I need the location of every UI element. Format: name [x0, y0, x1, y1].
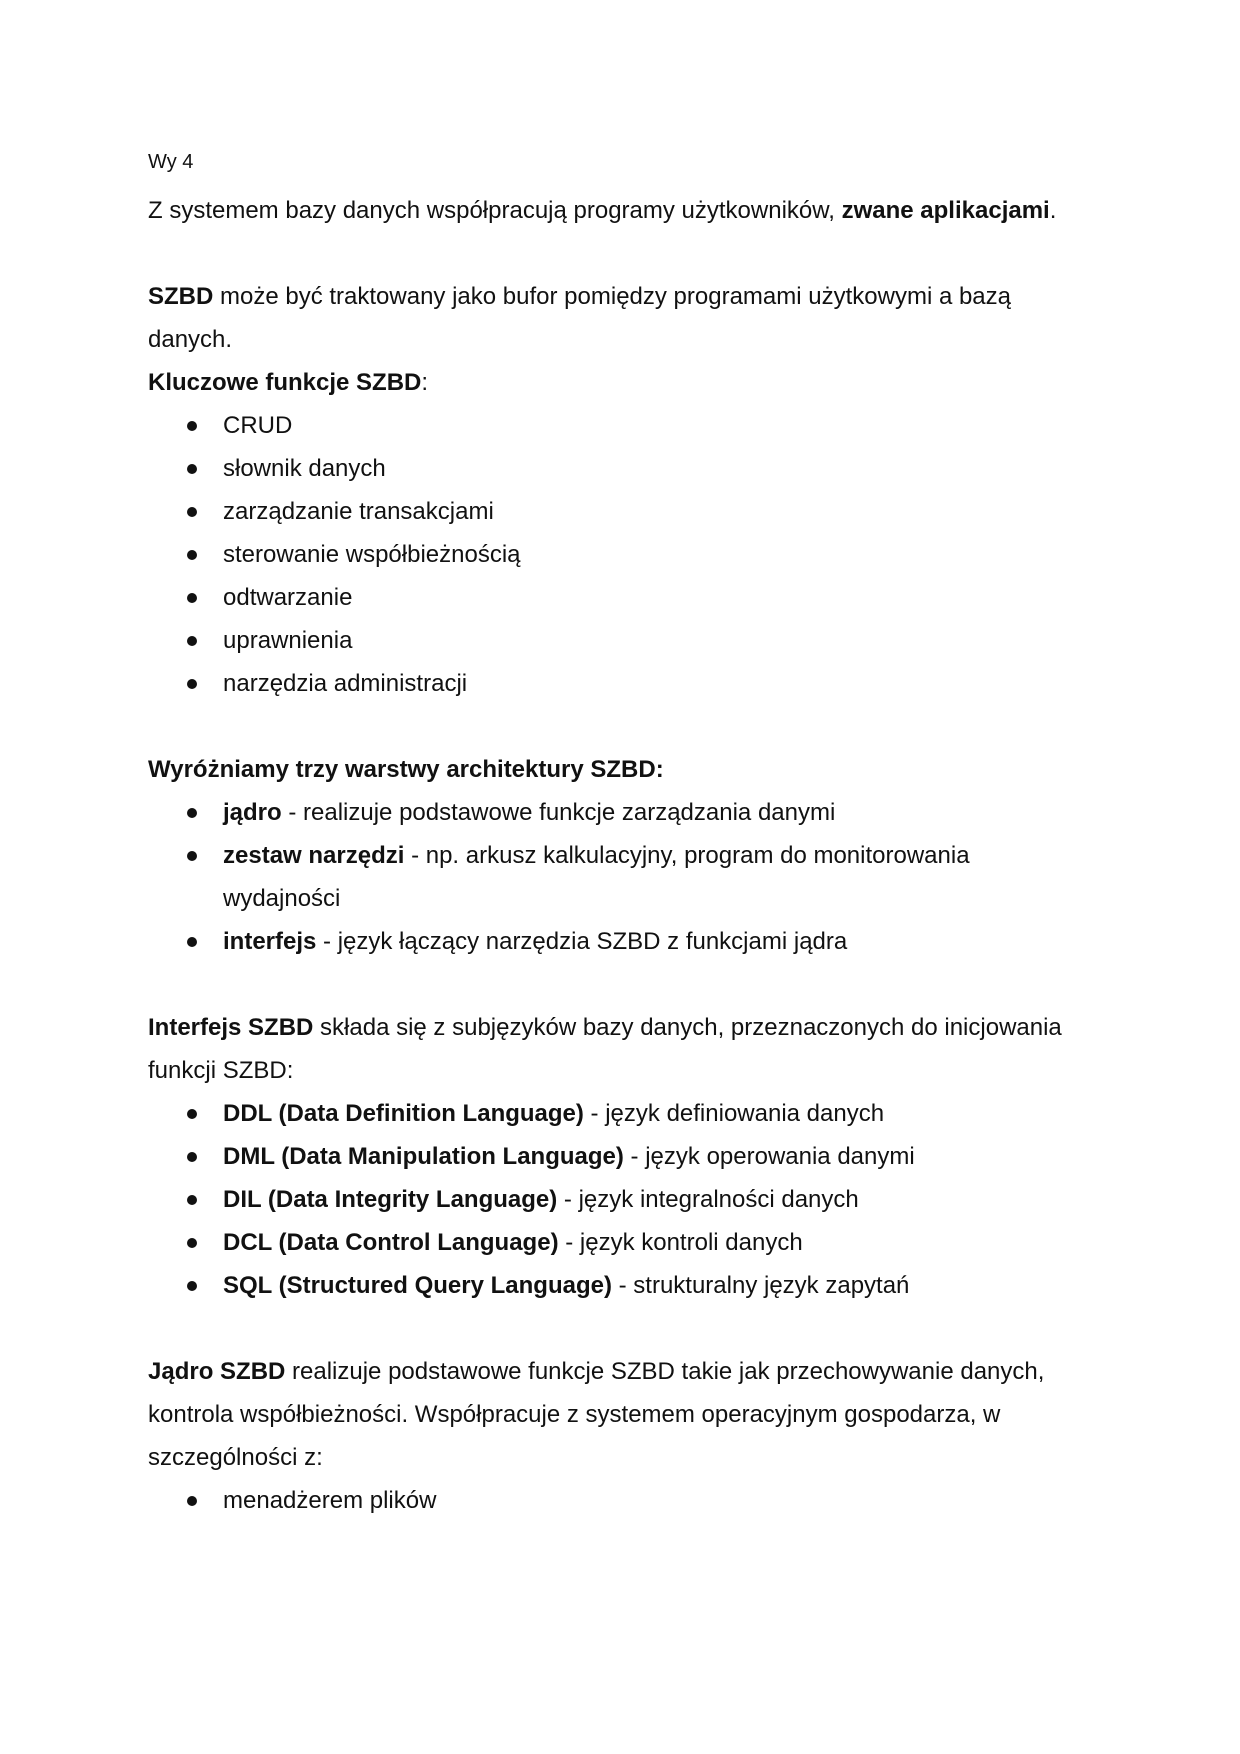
spacer	[148, 705, 1088, 748]
interface-text: składa się z subjęzyków bazy danych, przeznaczonych do inicjowania funkcji SZBD:	[148, 1014, 1062, 1084]
language-desc: - język integralności danych	[557, 1186, 859, 1213]
layers-heading	[148, 748, 1088, 791]
languages-list	[148, 1092, 1088, 1307]
list-item: sterowanie współbieżnością	[148, 533, 1088, 576]
kernel-list	[148, 1479, 1088, 1522]
interface-paragraph	[148, 1006, 1088, 1092]
spacer	[148, 232, 1088, 275]
layer-term: zestaw narzędzi	[223, 842, 405, 869]
layers-list	[148, 791, 1088, 963]
list-item	[148, 1264, 1088, 1307]
interface-bold: Interfejs SZBD	[148, 1014, 314, 1041]
language-term: DDL (Data Definition Language)	[223, 1100, 584, 1127]
layers-heading-bold: Wyróżniamy trzy warstwy architektury SZBD:	[148, 756, 664, 783]
intro-paragraph	[148, 189, 1088, 232]
layer-term: jądro	[223, 799, 282, 826]
layer-desc: - język łączący narzędzia SZBD z funkcjami jądra	[316, 928, 848, 955]
list-item: zarządzanie transakcjami	[148, 490, 1088, 533]
language-desc: - język operowania danymi	[623, 1143, 915, 1170]
language-desc: - język kontroli danych	[558, 1229, 803, 1256]
list-item	[148, 1221, 1088, 1264]
kernel-bold: Jądro SZBD	[148, 1358, 286, 1385]
buffer-paragraph	[148, 275, 1088, 361]
language-term: DCL (Data Control Language)	[223, 1229, 559, 1256]
functions-heading	[148, 361, 1088, 404]
list-item	[148, 1135, 1088, 1178]
functions-heading-end: :	[421, 369, 429, 396]
list-item	[148, 920, 1088, 963]
language-term: DML (Data Manipulation Language)	[223, 1143, 624, 1170]
spacer	[148, 963, 1088, 1006]
language-term: SQL (Structured Query Language)	[223, 1272, 612, 1299]
language-desc: - język definiowania danych	[583, 1100, 885, 1127]
lecture-header: Wy 4	[148, 151, 194, 173]
list-item: odtwarzanie	[148, 576, 1088, 619]
intro-end: .	[1049, 197, 1057, 224]
list-item: słownik danych	[148, 447, 1088, 490]
list-item: narzędzia administracji	[148, 662, 1088, 705]
list-item: uprawnienia	[148, 619, 1088, 662]
list-item	[148, 1092, 1088, 1135]
layer-desc: - np. arkusz kalkulacyjny, program do monitorowania wydajności	[223, 842, 970, 912]
layer-term: interfejs	[223, 928, 317, 955]
document-body	[148, 150, 1088, 1522]
functions-heading-bold: Kluczowe funkcje SZBD	[148, 369, 422, 396]
kernel-text: realizuje podstawowe funkcje SZBD takie jak przechowywanie danych, kontrola współbieżności. Współpracuje z systemem operacyjnym gospodarza, w szczególności z:	[148, 1358, 1045, 1471]
intro-text: Z systemem bazy danych współpracują programy użytkowników,	[148, 197, 842, 224]
spacer	[148, 1307, 1088, 1350]
intro-bold: zwane aplikacjami	[841, 197, 1050, 224]
buffer-bold: SZBD	[148, 283, 214, 310]
buffer-text: może być traktowany jako bufor pomiędzy programami użytkowymi a bazą danych.	[148, 283, 1012, 353]
kernel-paragraph	[148, 1350, 1088, 1479]
functions-list	[148, 404, 1088, 705]
list-item	[148, 791, 1088, 834]
list-item: menadżerem plików	[148, 1479, 1088, 1522]
language-desc: - strukturalny język zapytań	[611, 1272, 910, 1299]
list-item: CRUD	[148, 404, 1088, 447]
layer-desc: - realizuje podstawowe funkcje zarządzania danymi	[281, 799, 836, 826]
language-term: DIL (Data Integrity Language)	[223, 1186, 558, 1213]
list-item	[148, 1178, 1088, 1221]
list-item	[148, 834, 1088, 920]
